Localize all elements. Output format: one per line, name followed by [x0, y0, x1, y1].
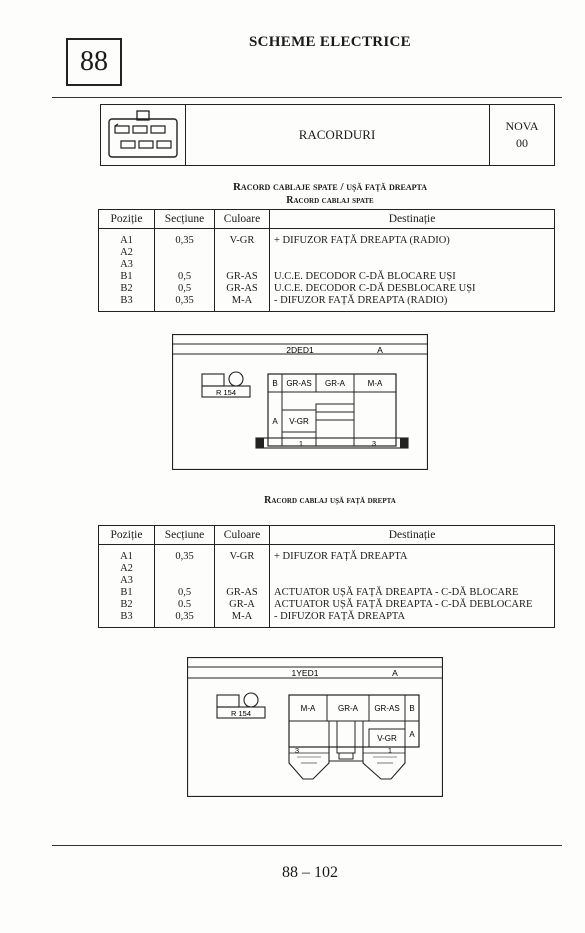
diagram2-pin-b3: GR-AS — [374, 704, 400, 713]
page-title: SCHEME ELECTRICE — [249, 34, 411, 50]
cell-color — [215, 563, 270, 575]
cell-dest — [270, 247, 555, 259]
diagram1-code: 2DED1 — [286, 345, 314, 355]
cell-pos: B3 — [99, 611, 155, 628]
section2-connector-diagram — [187, 657, 443, 802]
cell-color: M-A — [215, 295, 270, 312]
table-row — [99, 599, 555, 611]
section2-heading: Racord cablaj ușă față drepta — [264, 495, 396, 506]
col-header-section: Secțiune — [155, 210, 215, 229]
cell-dest — [270, 563, 555, 575]
cell-color: V-GR — [215, 229, 270, 248]
cell-color: M-A — [215, 611, 270, 628]
col-header-color: Culoare — [215, 526, 270, 545]
cell-section: 0,35 — [155, 611, 215, 628]
cell-section: 0,5 — [155, 587, 215, 599]
cell-color — [215, 575, 270, 587]
cell-color: GR-AS — [215, 283, 270, 295]
col-header-section: Secțiune — [155, 526, 215, 545]
col-header-destination: Destinație — [270, 526, 555, 545]
connector-header-box — [100, 104, 555, 166]
cell-dest: U.C.E. DECODOR C-DĂ BLOCARE UȘI — [270, 271, 555, 283]
cell-pos: B1 — [99, 271, 155, 283]
section2-pin-table — [98, 525, 555, 628]
diagram2-pin-b1: M-A — [300, 704, 316, 713]
cell-color — [215, 259, 270, 271]
diagram2-pin-a1: V-GR — [377, 734, 397, 743]
section1-subheading: Racord cablaj spate — [286, 195, 374, 206]
diagram2-pin-b2: GR-A — [338, 704, 358, 713]
diagram1-ref-circle — [229, 372, 243, 386]
col-header-position: Poziție — [99, 526, 155, 545]
diagram2-row-b-label: B — [409, 704, 415, 713]
diagram2-ref-circle — [244, 693, 258, 707]
cell-section: 0,5 — [155, 271, 215, 283]
footer-rule — [52, 845, 562, 846]
model-version: 00 — [516, 136, 528, 150]
diagram2-row-a-label: A — [409, 730, 415, 739]
table-row — [99, 575, 555, 587]
section1-pin-table — [98, 209, 555, 312]
cell-section — [155, 575, 215, 587]
cell-dest — [270, 259, 555, 271]
cell-pos: A3 — [99, 575, 155, 587]
cell-section: 0,35 — [155, 295, 215, 312]
cell-section: 0,35 — [155, 545, 215, 564]
table-row — [99, 229, 555, 248]
cell-pos: A1 — [99, 229, 155, 248]
table-row — [99, 271, 555, 283]
table-row — [99, 247, 555, 259]
section1-heading: Racord cablaje spate / ușă față dreapta — [232, 181, 428, 193]
header-rule — [52, 97, 562, 98]
cell-section: 0,35 — [155, 229, 215, 248]
table-row — [99, 587, 555, 599]
cell-color — [215, 247, 270, 259]
cell-pos: A1 — [99, 545, 155, 564]
col-header-position: Poziție — [99, 210, 155, 229]
cell-dest: + DIFUZOR FAȚĂ DREAPTA — [270, 545, 555, 564]
cell-color: GR-AS — [215, 587, 270, 599]
diagram1-ref-square — [202, 374, 224, 386]
table-row — [99, 259, 555, 271]
diagram2-letter: A — [392, 668, 398, 678]
diagram2-pin-num-left: 3 — [294, 746, 300, 755]
diagram2-ref-label: R 154 — [230, 709, 252, 718]
cell-dest: U.C.E. DECODOR C-DĂ DESBLOCARE UȘI — [270, 283, 555, 295]
diagram2-ref-square — [217, 695, 239, 707]
col-header-destination: Destinație — [270, 210, 555, 229]
connector-plug-icon — [101, 105, 185, 165]
section1-connector-diagram — [172, 334, 428, 475]
diagram1-letter: A — [377, 345, 383, 355]
cell-pos: B2 — [99, 283, 155, 295]
diagram1-pin-b2: GR-A — [325, 379, 345, 388]
cell-pos: B2 — [99, 599, 155, 611]
chapter-number: 88 — [66, 38, 122, 86]
connector-icon-cell — [101, 105, 186, 165]
cell-dest: ACTUATOR UȘĂ FAȚĂ DREAPTA - C-DĂ BLOCARE — [270, 587, 555, 599]
cell-dest: ACTUATOR UȘĂ FAȚĂ DREAPTA - C-DĂ DEBLOCARE — [270, 599, 555, 611]
connector-label: RACORDURI — [298, 127, 376, 142]
diagram2-code: 1YED1 — [291, 668, 319, 678]
cell-pos: B1 — [99, 587, 155, 599]
table-row — [99, 563, 555, 575]
cell-pos: B3 — [99, 295, 155, 312]
table-row — [99, 283, 555, 295]
cell-section: 0,5 — [155, 283, 215, 295]
cell-section — [155, 563, 215, 575]
diagram1-pin-num-right: 3 — [371, 439, 377, 448]
table-row — [99, 295, 555, 312]
diagram1-ref-label: R 154 — [215, 388, 237, 397]
cell-dest: + DIFUZOR FAȚĂ DREAPTA (RADIO) — [270, 229, 555, 248]
diagram1-pin-a1: V-GR — [289, 417, 309, 426]
cell-color: GR-AS — [215, 271, 270, 283]
cell-section: 0.5 — [155, 599, 215, 611]
diagram1-row-a-label: A — [272, 417, 278, 426]
diagram1-row-b-label: B — [272, 379, 278, 388]
cell-dest: - DIFUZOR FAȚĂ DREAPTA (RADIO) — [270, 295, 555, 312]
table-row — [99, 611, 555, 628]
cell-dest: - DIFUZOR FAȚĂ DREAPTA — [270, 611, 555, 628]
cell-pos: A2 — [99, 247, 155, 259]
cell-pos: A3 — [99, 259, 155, 271]
model-cell — [489, 105, 554, 165]
model-name: NOVA — [505, 119, 539, 133]
cell-section — [155, 247, 215, 259]
cell-section — [155, 259, 215, 271]
cell-color: V-GR — [215, 545, 270, 564]
table-row — [99, 545, 555, 564]
cell-color: GR-A — [215, 599, 270, 611]
diagram1-pin-num-left: 1 — [298, 439, 304, 448]
page-number: 88 – 102 — [282, 864, 338, 881]
diagram1-pin-b1: GR-AS — [286, 379, 312, 388]
diagram1-pin-b3: M-A — [367, 379, 383, 388]
col-header-color: Culoare — [215, 210, 270, 229]
diagram2-pin-num-right: 1 — [387, 746, 393, 755]
cell-pos: A2 — [99, 563, 155, 575]
cell-dest — [270, 575, 555, 587]
